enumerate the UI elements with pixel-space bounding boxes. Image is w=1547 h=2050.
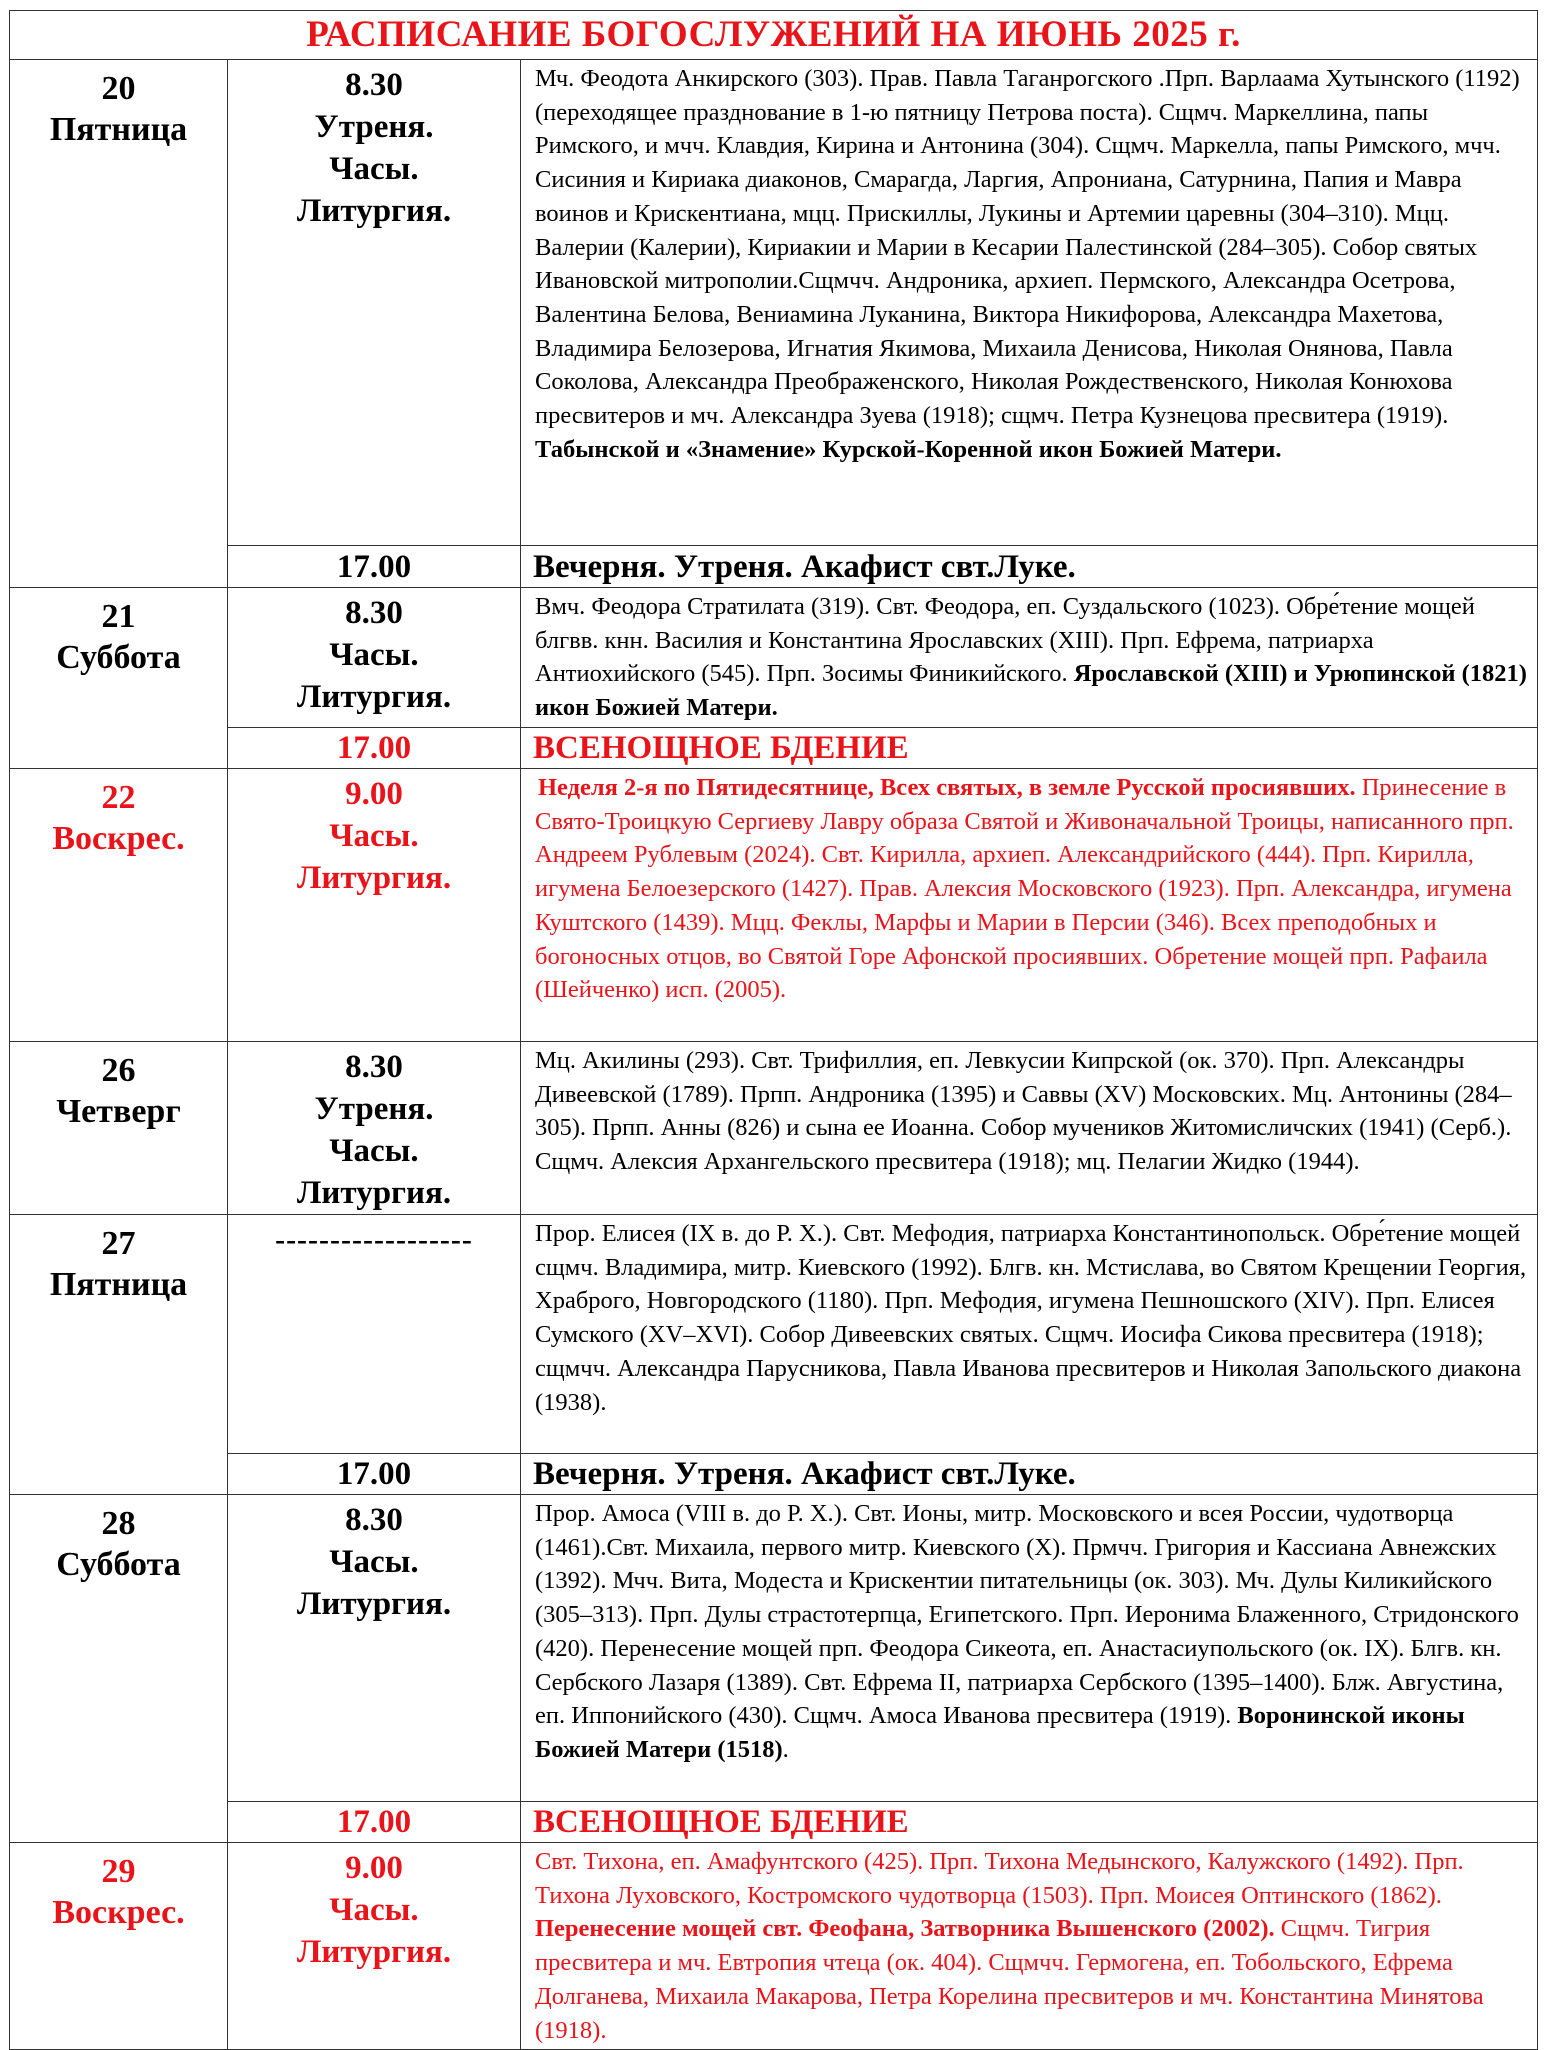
icon-feast-text: Табынской и «Знамение» Курской-Коренной икон Божией Матери. <box>535 435 1282 463</box>
service-time-cell <box>228 588 521 728</box>
day-cell <box>10 1843 228 2050</box>
service-name: Литургия. <box>296 1175 452 1211</box>
service-name: Часы. <box>329 1892 419 1928</box>
evening-service: Вечерня. Утреня. Акафист свт.Луке. <box>521 1454 1538 1495</box>
service-name: Литургия. <box>296 193 452 229</box>
day-weekday: Воскрес. <box>52 820 185 857</box>
day-cell <box>10 588 228 769</box>
service-time-cell <box>228 1042 521 1215</box>
schedule-table <box>9 10 1538 2050</box>
evening-service: ВСЕНОЩНОЕ БДЕНИЕ <box>521 1802 1538 1843</box>
day-row-28 <box>10 1495 1538 1802</box>
saints-description <box>521 769 1538 1042</box>
day-cell <box>10 769 228 1042</box>
evening-row-27 <box>10 1454 1538 1495</box>
day-weekday: Воскрес. <box>52 1894 185 1931</box>
icon-feast-text: Ярославской (XIII) и Урюпинской (1821) икон Божией Матери. <box>535 660 1527 722</box>
day-weekday: Суббота <box>56 1546 181 1583</box>
service-time: 9.00 <box>345 1850 403 1886</box>
service-time: 8.30 <box>345 595 403 631</box>
day-date: 29 <box>101 1853 136 1890</box>
evening-time: 17.00 <box>228 1802 521 1843</box>
day-weekday: Пятница <box>49 1266 188 1303</box>
day-cell <box>10 1215 228 1495</box>
evening-time: 17.00 <box>228 1454 521 1495</box>
day-row-21 <box>10 588 1538 728</box>
saints-text: Мц. Акилины (293). Свт. Трифиллия, еп. Левкусии Кипрской (ок. 370). Прп. Александры Дивеевской (1789). Прпп. Андроника (1395) и Саввы (XV) Московских. Мц. Антонины (284–305). Прпп. Анны (826) и сына ее Иоанна. Собор мучеников Житомисличских (1941) (Серб.). Сщмч. Алексия Архангельского пресвитера (1918); мц. Пелагии Жидко (1944). <box>535 1047 1512 1176</box>
saints-description <box>521 1495 1538 1802</box>
service-name: Часы. <box>329 818 419 854</box>
service-name: Литургия. <box>296 860 452 896</box>
service-name: Литургия. <box>296 679 452 715</box>
icon-feast-text: Воронинской иконы Божией Матери (1518) <box>535 1702 1465 1763</box>
saints-description <box>521 588 1538 728</box>
evening-service: ВСЕНОЩНОЕ БДЕНИЕ <box>521 728 1538 769</box>
service-time-cell <box>228 60 521 546</box>
day-date: 21 <box>101 598 136 635</box>
service-time-cell <box>228 769 521 1042</box>
relics-feast-text: Перенесение мощей свт. Феофана, Затворника Вышенского (2002). <box>535 1915 1275 1943</box>
feast-title-text: Неделя 2-я по Пятидесятнице, Всех святых, в земле Русской просиявших. <box>538 774 1356 801</box>
service-time: 9.00 <box>345 776 403 812</box>
service-name: Часы. <box>329 637 419 673</box>
saints-description <box>521 1042 1538 1215</box>
service-name: Литургия. <box>296 1586 452 1622</box>
evening-service: Вечерня. Утреня. Акафист свт.Луке. <box>521 546 1538 588</box>
day-date: 26 <box>101 1052 136 1089</box>
evening-time: 17.00 <box>228 546 521 588</box>
title-row <box>10 11 1538 60</box>
saints-text: Свт. Тихона, еп. Амафунтского (425). Прп. Тихона Медынского, Калужского (1492). Прп. Тихона Луховского, Костромского чудотворца (1503). Прп. Моисея Оптинского (1862). <box>535 1848 1464 1909</box>
no-service-dashes: ------------------ <box>275 1223 473 1256</box>
day-weekday: Четверг <box>56 1093 181 1130</box>
service-name: Литургия. <box>296 1934 452 1970</box>
evening-row-20 <box>10 546 1538 588</box>
service-time-cell <box>228 1495 521 1802</box>
page-title: РАСПИСАНИЕ БОГОСЛУЖЕНИЙ НА ИЮНЬ 2025 г. <box>10 11 1538 60</box>
day-row-29 <box>10 1843 1538 2050</box>
day-weekday: Пятница <box>49 111 188 148</box>
day-cell <box>10 1495 228 1843</box>
day-row-27 <box>10 1215 1538 1454</box>
day-cell <box>10 60 228 588</box>
service-name: Часы. <box>329 1544 419 1580</box>
service-time: 8.30 <box>345 67 403 103</box>
evening-row-21 <box>10 728 1538 769</box>
service-name: Часы. <box>329 151 419 187</box>
day-weekday: Суббота <box>56 639 181 676</box>
service-name: Утреня. <box>314 109 434 145</box>
evening-row-28 <box>10 1802 1538 1843</box>
service-time-cell <box>228 1215 521 1454</box>
saints-text-tail: Сщмч. Тигрия пресвитера и мч. Евтропия чтеца (ок. 404). Сщмчч. Гермогена, еп. Тобольского, Ефрема Долганева, Михаила Макарова, Петра Корелина пресвитеров и мч. Константина Минятова (1918). <box>535 1915 1484 2044</box>
service-time-cell <box>228 1843 521 2050</box>
saints-text-tail: . <box>782 1735 789 1763</box>
service-time: 8.30 <box>345 1502 403 1538</box>
saints-description <box>521 1215 1538 1454</box>
saints-text: Прор. Амоса (VIII в. до Р. Х.). Свт. Ионы, митр. Московского и всея России, чудотворца (1461).Свт. Михаила, первого митр. Киевского (X). Прмчч. Григория и Кассиана Авнежских (1392). Мчч. Вита, Модеста и Крискентии питательницы (ок. 303). Мч. Дулы Киликийского (305–313). Прп. Дулы страстотерпца, Египетского. Прп. Иеронима Блаженного, Стридонского (420). Перенесение мощей прп. Феодора Сикеота, еп. Анастасиупольского (ок. IX). Блгв. кн. Сербского Лазаря (1389). Свт. Ефрема II, патриарха Сербского (1395–1400). Блж. Августина, еп. Иппонийского (430). Сщмч. Амоса Иванова пресвитера (1919). <box>535 1500 1519 1730</box>
saints-text: Вмч. Феодора Стратилата (319). Свт. Феодора, еп. Суздальского (1023). Обре́тение мощей блгвв. кнн. Василия и Константина Ярославских (XIII). Прп. Ефрема, патриарха Антиохийского (545). Прп. Зосимы Финикийского. <box>535 593 1475 688</box>
saints-text: Мч. Феодота Анкирского (303). Прав. Павла Таганрогского .Прп. Варлаама Хутынского (1192) (переходящее празднование в 1-ю пятницу Петрова поста). Сщмч. Маркеллина, папы Римского, и мчч. Клавдия, Кирина и Антонина (304). Сщмч. Маркелла, папы Римского, мчч. Сисиния и Кириака диаконов, Смарагда, Ларгия, Апрониана, Сатурнина, Папия и Мавра воинов и Крискентиана, мцц. Прискиллы, Лукины и Артемии царевны (304–310). Мцц. Валерии (Калерии), Кириакии и Марии в Кесарии Палестинской (284–305). Собор святых Ивановской митрополии.Сщмчч. Андроника, архиеп. Пермского, Александра Осетрова, Валентина Белова, Вениамина Луканина, Виктора Никифорова, Александра Махетова, Владимира Белозерова, Игнатия Якимова, Михаила Денисова, Николая Онянова, Павла Соколова, Александра Преображенского, Николая Рождественского, Николая Конюхова пресвитеров и мч. Александра Зуева (1918); сщмч. Петра Кузнецова пресвитера (1919). <box>535 65 1520 430</box>
day-row-22 <box>10 769 1538 1042</box>
day-row-26 <box>10 1042 1538 1215</box>
saints-text: Прор. Елисея (IX в. до Р. Х.). Свт. Мефодия, патриарха Константинопольск. Обре́тение мощей сщмч. Владимира, митр. Киевского (1992). Блгв. кн. Мстислава, во Святом Крещении Георгия, Храброго, Новгородского (1180). Прп. Мефодия, игумена Пешношского (XIV). Прп. Елисея Сумского (XV–XVI). Собор Дивеевских святых. Сщмч. Иосифа Сикова пресвитера (1918); сщмчч. Александра Парусникова, Павла Иванова пресвитеров и Николая Запольского диакона (1938). <box>535 1220 1527 1416</box>
service-time: 8.30 <box>345 1049 403 1085</box>
schedule-page <box>9 10 1537 2050</box>
service-name: Утреня. <box>314 1091 434 1127</box>
day-date: 20 <box>101 70 136 107</box>
day-date: 28 <box>101 1505 136 1542</box>
day-cell <box>10 1042 228 1215</box>
day-date: 27 <box>101 1225 136 1262</box>
saints-description <box>521 1843 1538 2050</box>
day-date: 22 <box>101 779 136 816</box>
service-name: Часы. <box>329 1133 419 1169</box>
day-row-20 <box>10 60 1538 546</box>
saints-description <box>521 60 1538 546</box>
evening-time: 17.00 <box>228 728 521 769</box>
saints-text: Принесение в Свято-Троицкую Сергиеву Лавру образа Святой и Живоначальной Троицы, написанного прп. Андреем Рублевым (2024). Свт. Кирилла, архиеп. Александрийского (444). Прп. Кирилла, игумена Белоезерского (1427). Прав. Алексия Московского (1923). Прп. Александра, игумена Куштского (1439). Мцц. Феклы, Марфы и Марии в Персии (346). Всех преподобных и богоносных отцов, во Святой Горе Афонской просиявших. Обретение мощей прп. Рафаила (Шейченко) исп. (2005). <box>535 774 1514 1004</box>
